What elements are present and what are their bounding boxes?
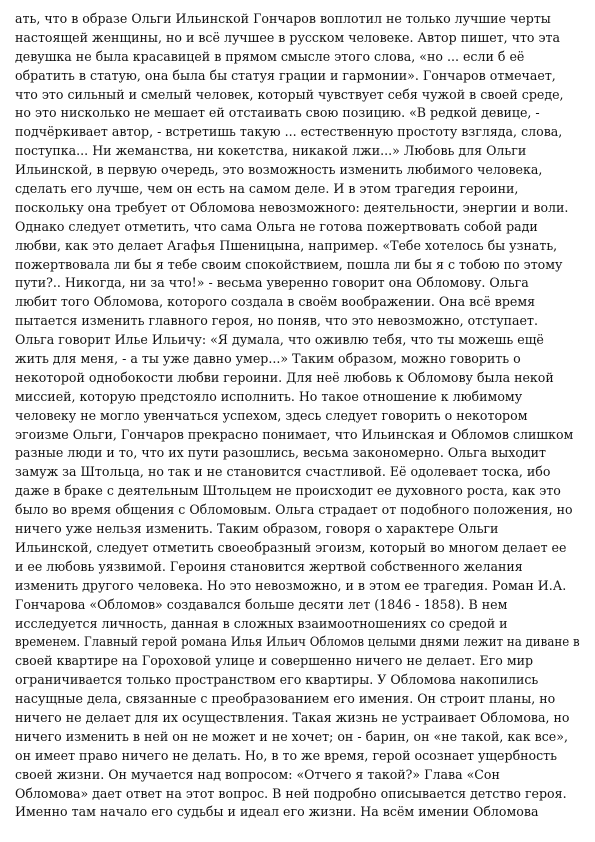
text-line: пожертвовала ли бы я тебе своим спокойствием, пошла ли бы я с тобою по этому <box>15 256 563 272</box>
text-line: Обломова» дает ответ на этот вопрос. В ней подробно описывается детство героя. <box>15 785 567 801</box>
text-line: Ольга говорит Илье Ильичу: «Я думала, что оживлю тебя, что ты можешь ещё <box>15 332 544 348</box>
text-line: миссией, которую предстояло исполнить. Но такое отношение к любимому <box>15 388 523 404</box>
text-line: изменить другого человека. Но это невозможно, и в этом ее трагедия. Роман И.А. <box>15 577 567 593</box>
text-line: замуж за Штольца, но так и не становится счастливой. Её одолевает тоска, ибо <box>15 464 551 480</box>
text-line: было во время общения с Обломовым. Ольга страдает от подобного положения, но <box>15 502 573 518</box>
text-line: Ильинской, в первую очередь, это возможность изменить любимого человека, <box>15 162 543 178</box>
text-line: Ильинской, следует отметить своеобразный эгоизм, который во многом делает ее <box>15 539 567 555</box>
text-line: он имеет право ничего не делать. Но, в то же время, герой осознает ущербность <box>15 747 558 763</box>
text-line: обратить в статую, она была бы статуя грации и гармонии». Гончаров отмечает, <box>15 67 556 83</box>
text-line: Гончарова «Обломов» создавался больше десяти лет (1846 - 1858). В нем <box>15 596 508 612</box>
text-line: жить для меня, - а ты уже давно умер...» Таким образом, можно говорить о <box>15 351 521 367</box>
text-line: любит того Обломова, которого создала в своём воображении. Она всё время <box>15 294 536 310</box>
text-line: исследуется личность, данная в сложных взаимоотношениях со средой и <box>15 615 508 631</box>
text-line: Именно там начало его судьбы и идеал его жизни. На всём имении Обломова <box>15 804 539 820</box>
text-line: насущные дела, связанные с преобразованием его имения. Он строит планы, но <box>15 691 556 707</box>
text-line: любви, как это делает Агафья Пшеницына, например. «Тебе хотелось бы узнать, <box>15 237 558 253</box>
text-line: поскольку она требует от Обломова невозможного: деятельности, энергии и воли. <box>15 199 569 215</box>
text-line: даже в браке с деятельным Штольцем не происходит ее духовного роста, как это <box>15 483 561 499</box>
text-line: пытается изменить главного героя, но поняв, что это невозможно, отступает. <box>15 313 538 329</box>
text-line: некоторой однобокости любви героини. Для неё любовь к Обломову была некой <box>15 369 554 385</box>
text-line: ничего не делает для их осуществления. Такая жизнь не устраивает Обломова, но <box>15 709 570 725</box>
text-line: Однако следует отметить, что сама Ольга не готова пожертвовать собой ради <box>15 218 538 234</box>
text-line: что это сильный и смелый человек, который чувствует себя чужой в своей среде, <box>15 86 564 102</box>
text-line: сделать его лучше, чем он есть на самом деле. И в этом трагедия героини, <box>15 181 519 197</box>
text-line: своей жизни. Он мучается над вопросом: «Отчего я такой?» Глава «Сон <box>15 766 500 782</box>
text-line: эгоизме Ольги, Гончаров прекрасно понимает, что Ильинская и Обломов слишком <box>15 426 574 442</box>
text-line: настоящей женщины, но и всё лучшее в русском человеке. Автор пишет, что эта <box>15 29 561 45</box>
text-line: человеку не могло увенчаться успехом, здесь следует говорить о некотором <box>15 407 528 423</box>
text-line: временем. Главный герой романа Илья Ильич Обломов целыми днями лежит на диване в <box>15 634 580 650</box>
text-line: своей квартире на Гороховой улице и совершенно ничего не делает. Его мир <box>15 653 534 669</box>
text-line: разные люди и то, что их пути разошлись, весьма закономерно. Ольга выходит <box>15 445 547 461</box>
text-line: подчёркивает автор, - встретишь такую ... естественную простоту взгляда, слова, <box>15 124 563 140</box>
text-line: ничего уже нельзя изменить. Таким образом, говоря о характере Ольги <box>15 521 499 537</box>
text-line: ограничивается только пространством его квартиры. У Обломова накопились <box>15 672 539 688</box>
text-line: поступка... Ни жеманства, ни кокетства, никакой лжи...» Любовь для Ольги <box>15 143 527 159</box>
text-line: но это нисколько не мешает ей отстаивать свою позицию. «В редкой девице, - <box>15 105 540 121</box>
body-text <box>15 10 580 822</box>
text-line: ать, что в образе Ольги Ильинской Гончаров воплотил не только лучшие черты <box>15 11 551 26</box>
text-line: и ее любовь уязвимой. Героиня становится жертвой собственного желания <box>15 558 523 574</box>
text-line: ничего изменить в ней он не может и не хочет; он - барин, он «не такой, как все», <box>15 728 568 744</box>
text-line: девушка не была красавицей в прямом смысле этого слова, «но ... если б её <box>15 48 525 64</box>
text-line: пути?.. Никогда, ни за что!» - весьма уверенно говорит она Обломову. Ольга <box>15 275 529 291</box>
